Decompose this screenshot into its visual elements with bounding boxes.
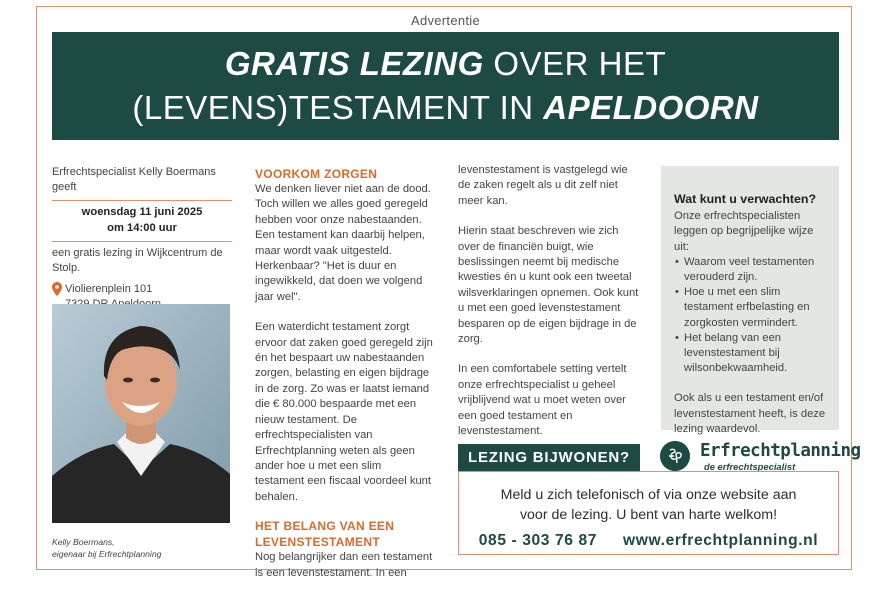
ep-monogram-logo-icon xyxy=(660,441,690,471)
title-banner xyxy=(52,32,839,140)
event-venue: een gratis lezing in Wijkcentrum de Stolp. xyxy=(52,247,223,274)
article-column-2 xyxy=(255,166,433,596)
speaker-photo xyxy=(52,304,230,523)
list-item: • Hoe u met een slim testament erfbelasting en zorgkosten vermindert. xyxy=(674,285,831,331)
panel-intro: Onze erfrechtspecialisten leggen op begrijpelijke wijze uit: xyxy=(674,210,814,253)
brand-tagline: de erfrechtspecialist xyxy=(704,461,796,472)
cta-line-2: voor de lezing. U bent van harte welkom! xyxy=(519,507,778,523)
event-intro: Erfrechtspecialist Kelly Boermans geeft xyxy=(52,166,216,193)
heading-voorkom-zorgen: VOORKOM ZORGEN xyxy=(255,167,378,181)
brand-logo xyxy=(660,440,861,474)
contact-line xyxy=(459,532,838,550)
event-details xyxy=(52,165,232,312)
paragraph: We denken liever niet aan de dood. Toch willen we alles goed geregeld hebben voor onze nabestaanden. Een testament kan daarbij helpen, maar wordt vaak uitgesteld. Herkenbaar? "Het is duur en ingewikkeld, dat doen we volgend jaar wel". xyxy=(255,183,431,303)
speaker-portrait-image xyxy=(52,304,230,523)
paragraph: In een comfortabele setting vertelt onze erfrechtspecialist u geheel vrijblijvend wat u moet weten over een goed testament en levenstestament. xyxy=(458,363,627,438)
brand-name: Erfrechtplanning xyxy=(700,441,861,461)
paragraph: Een waterdicht testament zorgt ervoor dat zaken goed geregeld zijn én het bespaart uw nabestaanden zorgen, belasting en eigen bijdrage in de zorg. Zo was er laatst iemand die € 80.000 bespaarde met een nieuw testament. De erfrechtspecialisten van Erfrechtplanning weten als geen ander hoe u met een slim testament een fiscaal voordeel kunt behalen. xyxy=(255,321,433,503)
cta-text xyxy=(459,485,838,525)
location-pin-icon xyxy=(52,282,62,296)
article-column-3 xyxy=(458,163,642,455)
contact-box xyxy=(458,471,839,555)
title-line-2 xyxy=(52,86,839,130)
event-date: woensdag 11 juni 2025 xyxy=(81,206,203,218)
caption-role: eigenaar bij Erfrechtplanning xyxy=(52,549,162,559)
divider xyxy=(52,200,232,201)
event-time: om 14:00 uur xyxy=(107,222,177,234)
title-rest-1: OVER HET xyxy=(483,45,667,82)
panel-outro: Ook als u een testament en/of levenstestament heeft, is deze lezing waardevol. xyxy=(674,392,826,435)
ad-label: Advertentie xyxy=(410,13,481,28)
paragraph: levenstestament is vastgelegd wie de zaken regelt als u dit zelf niet meer kan. xyxy=(458,164,628,207)
photo-caption xyxy=(52,536,161,560)
attend-lecture-button[interactable]: LEZING BIJWONEN? xyxy=(458,444,640,471)
panel-heading: Wat kunt u verwachten? xyxy=(674,192,817,206)
title-rest-2: (LEVENS)TESTAMENT IN xyxy=(132,89,544,126)
caption-name: Kelly Boermans, xyxy=(52,537,115,547)
divider xyxy=(52,241,232,242)
title-line-1 xyxy=(52,42,839,86)
heading-levenstestament: HET BELANG VAN EEN LEVENSTESTAMENT xyxy=(255,519,395,550)
expectations-panel xyxy=(661,166,839,435)
list-item: • Waarom veel testamenten verouderd zijn. xyxy=(674,255,831,285)
address-street: Violierenplein 101 xyxy=(65,283,153,295)
title-bold-2: APELDOORN xyxy=(543,89,759,126)
cta-line-1: Meld u zich telefonisch of via onze website aan xyxy=(500,487,797,503)
phone-number[interactable]: 085 - 303 76 87 xyxy=(478,532,598,549)
paragraph: Nog belangrijker dan een testament is een levenstestament. In een xyxy=(255,551,433,579)
website-link[interactable]: www.erfrechtplanning.nl xyxy=(623,532,819,549)
list-item: • Het belang van een levenstestament bij wilsonbekwaamheid. xyxy=(674,331,831,377)
paragraph: Hierin staat beschreven wie zich over de financiën buigt, wie beslissingen neemt bij medische kwesties én u kunt ook een tweetal wilsverklaringen opnemen. Ook kunt u met een goed levenstestament besparen op de eigen bijdrage in de zorg. xyxy=(458,225,639,346)
expectation-list xyxy=(674,255,831,377)
title-bold-1: GRATIS LEZING xyxy=(224,45,484,82)
